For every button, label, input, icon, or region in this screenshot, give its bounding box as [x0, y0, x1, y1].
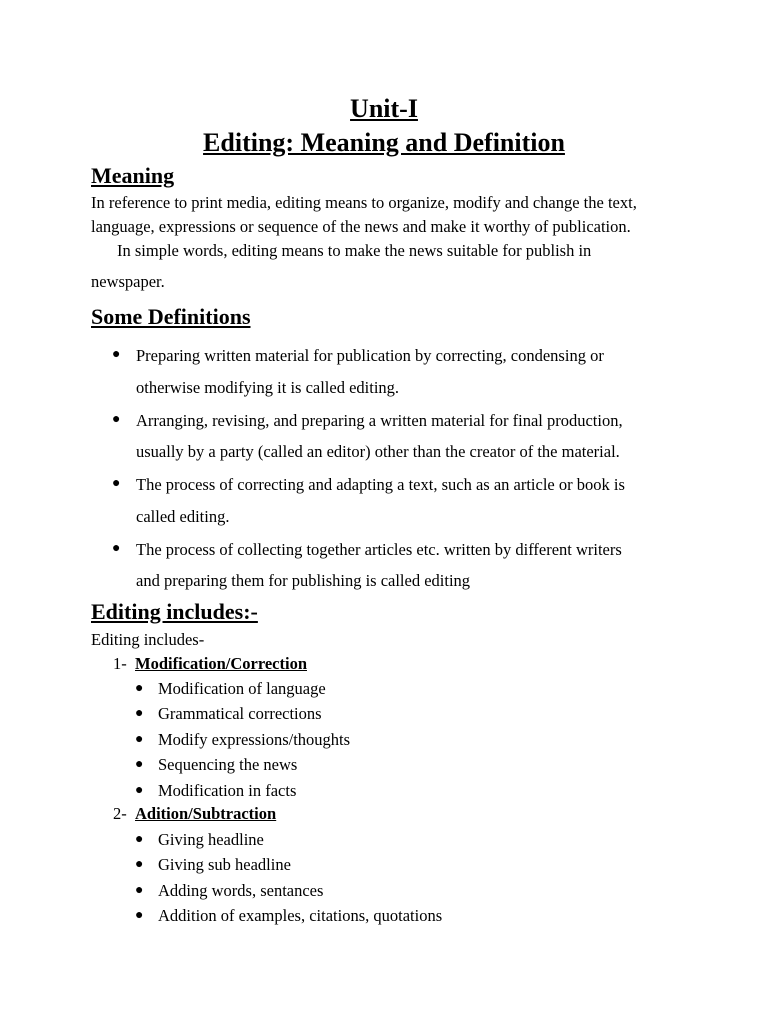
meaning-line-4: newspaper.: [91, 272, 165, 291]
definition-line: Preparing written material for publication by correcting, condensing or: [136, 346, 604, 365]
group-heading-1: [113, 652, 307, 676]
meaning-heading: Meaning: [91, 163, 175, 188]
bullet-icon: ●: [135, 757, 144, 773]
unit-title: Unit-I: [350, 94, 418, 123]
list-item-text: Addition of examples, citations, quotations: [158, 906, 443, 926]
bullet-icon: ●: [135, 857, 144, 873]
bullet-icon: ●: [112, 476, 121, 491]
list-item: [112, 534, 692, 599]
definition-line: called editing.: [136, 506, 230, 526]
bullet-icon: ●: [112, 540, 121, 556]
bullet-icon: ●: [135, 681, 144, 696]
meaning-line-2: language, expressions or sequence of the news and make it worthy of publication.: [91, 217, 631, 236]
list-item-text: Modification in facts: [158, 780, 297, 800]
definition-line: usually by a party (called an editor) other than the creator of the material.: [136, 442, 620, 461]
definition-line: Arranging, revising, and preparing a written material for final production,: [136, 410, 623, 430]
list-item: [112, 405, 692, 470]
definitions-list: [112, 340, 692, 598]
group-heading-2: [113, 802, 276, 826]
definition-line: The process of correcting and adapting a text, such as an article or book is: [136, 475, 625, 494]
bullet-icon: ●: [135, 832, 144, 847]
includes-heading: Editing includes:-: [91, 599, 258, 624]
list-item-text: Giving headline: [158, 830, 264, 849]
includes-intro: Editing includes-: [91, 630, 205, 649]
bullet-icon: ●: [135, 782, 144, 798]
definition-line: The process of collecting together articles etc. written by different writers: [136, 539, 622, 559]
list-item-text: Giving sub headline: [158, 855, 291, 875]
bullet-icon: ●: [135, 731, 144, 747]
bullet-icon: ●: [135, 882, 144, 898]
bullet-icon: ●: [135, 706, 144, 722]
group-label: Adition/Subtraction: [135, 804, 277, 823]
list-item-text: Grammatical corrections: [158, 704, 322, 724]
list-item-text: Modification of language: [158, 679, 326, 698]
bullet-icon: ●: [112, 347, 121, 362]
bullet-icon: ●: [112, 411, 121, 427]
definition-line: and preparing them for publishing is called editing: [136, 571, 471, 590]
group-label: Modification/Correction: [135, 654, 307, 673]
list-item: [112, 469, 692, 534]
list-item-text: Adding words, sentances: [158, 880, 324, 900]
meaning-line-3: In simple words, editing means to make the news suitable for publish in: [117, 241, 592, 260]
list-item: [112, 340, 692, 405]
page-title: Editing: Meaning and Definition: [203, 128, 565, 157]
definition-line: otherwise modifying it is called editing.: [136, 377, 400, 397]
group-number: 1-: [113, 654, 127, 673]
bullet-icon: ●: [135, 908, 144, 924]
list-item-text: Sequencing the news: [158, 755, 298, 775]
list-item-text: Modify expressions/thoughts: [158, 729, 351, 749]
group-number: 2-: [113, 804, 127, 823]
meaning-line-1: In reference to print media, editing means to organize, modify and change the text,: [91, 193, 637, 212]
definitions-heading: Some Definitions: [91, 304, 251, 329]
